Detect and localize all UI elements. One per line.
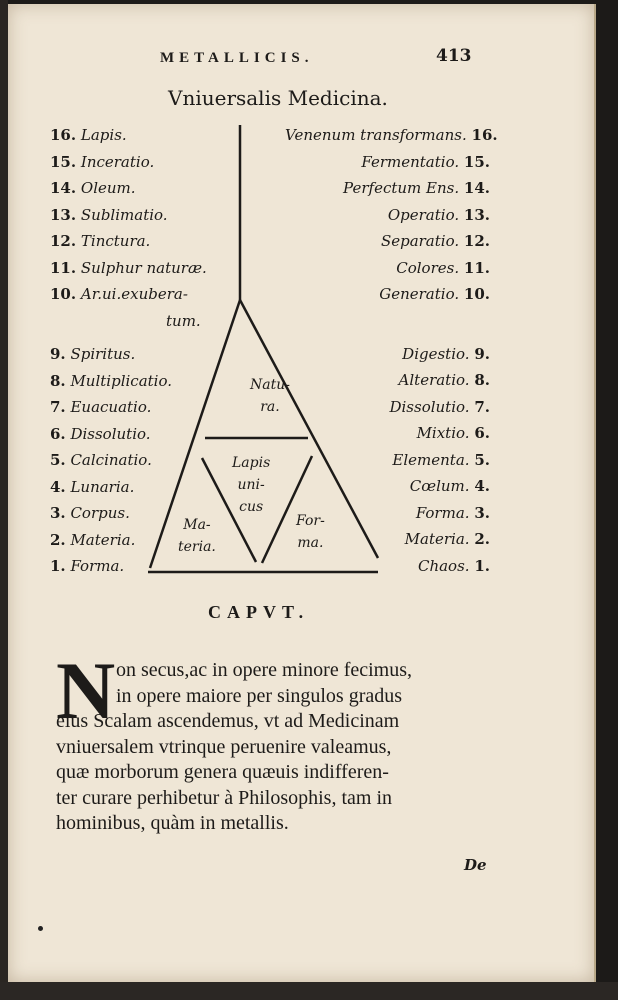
list-item: 16. Lapis. <box>50 126 127 144</box>
triangle-label-natura: Natu- ra. <box>250 377 290 415</box>
body-line: quæ morborum genera quæuis indifferen- <box>56 761 389 783</box>
body-line: on secus,ac in opere minore fecimus, <box>116 659 413 681</box>
running-head: METALLICIS. <box>160 50 314 66</box>
triangle-label-forma: For- ma. <box>296 513 325 551</box>
page-number: 413 <box>436 46 472 66</box>
list-item: 9. Spiritus. <box>50 345 136 363</box>
triangle-label-materia: Ma- teria. <box>178 517 216 555</box>
list-item: 15. Inceratio. <box>50 152 155 171</box>
list-item: Alteratio. 8. <box>398 371 490 389</box>
list-item: Generatio. 10. <box>379 285 490 303</box>
list-item: Cœlum. 4. <box>409 477 490 495</box>
list-item: 2. Materia. <box>50 530 136 549</box>
list-item: Materia. 2. <box>404 530 490 548</box>
list-item: 11. Sulphur naturæ. <box>50 258 207 277</box>
body-line: hominibus, quàm in metallis. <box>56 812 289 834</box>
list-item: Forma. 3. <box>415 503 490 522</box>
list-item: Dissolutio. 7. <box>389 397 490 416</box>
list-item: Fermentatio. 15. <box>361 152 490 171</box>
left-column-list <box>50 122 260 580</box>
list-item: Digestio. 9. <box>402 344 490 363</box>
section-heading: CAPVT. <box>208 602 310 622</box>
page-title: Vniuersalis Medicina. <box>168 86 388 110</box>
list-item: 8. Multiplicatio. <box>50 371 172 390</box>
list-item: Colores. 11. <box>396 258 490 277</box>
list-item: 5. Calcinatio. <box>50 451 152 469</box>
body-line: eius Scalam ascendemus, vt ad Medicinam <box>56 710 400 732</box>
list-item: Separatio. 12. <box>380 232 490 250</box>
list-item: Mixtio. 6. <box>416 424 490 442</box>
catchword: De <box>464 856 487 874</box>
list-item: 13. Sublimatio. <box>50 205 168 224</box>
right-column-list <box>285 122 498 579</box>
body-line: in opere maiore per singulos gradus <box>116 684 403 707</box>
body-paragraph <box>56 658 496 837</box>
list-item: 7. Euacuatio. <box>50 398 152 416</box>
list-item: 10. Ar.ui.exubera- <box>50 285 188 303</box>
list-item: 4. Lunaria. <box>50 477 135 496</box>
list-item: Operatio. 13. <box>387 205 490 224</box>
body-line: ter curare perhibetur à Philosophis, tam in <box>56 786 393 809</box>
triangle-label-lapis: Lapis uni- cus <box>232 455 271 515</box>
list-item: 6. Dissolutio. <box>50 424 151 443</box>
list-item: Elementa. 5. <box>392 450 490 469</box>
list-item: Venenum transformans. 16. <box>285 126 498 144</box>
list-item: 14. Oleum. <box>50 179 136 197</box>
list-item: Perfectum Ens. 14. <box>343 179 490 197</box>
drop-cap: N <box>56 645 116 736</box>
list-item: 12. Tinctura. <box>50 232 151 250</box>
list-item: Chaos. 1. <box>417 556 490 575</box>
ink-speck <box>38 926 43 931</box>
list-item: tum. <box>166 311 201 330</box>
body-line: vniuersalem vtrinque peruenire valeamus, <box>56 735 392 758</box>
list-item: 1. Forma. <box>50 557 125 575</box>
list-item: 3. Corpus. <box>50 504 130 522</box>
